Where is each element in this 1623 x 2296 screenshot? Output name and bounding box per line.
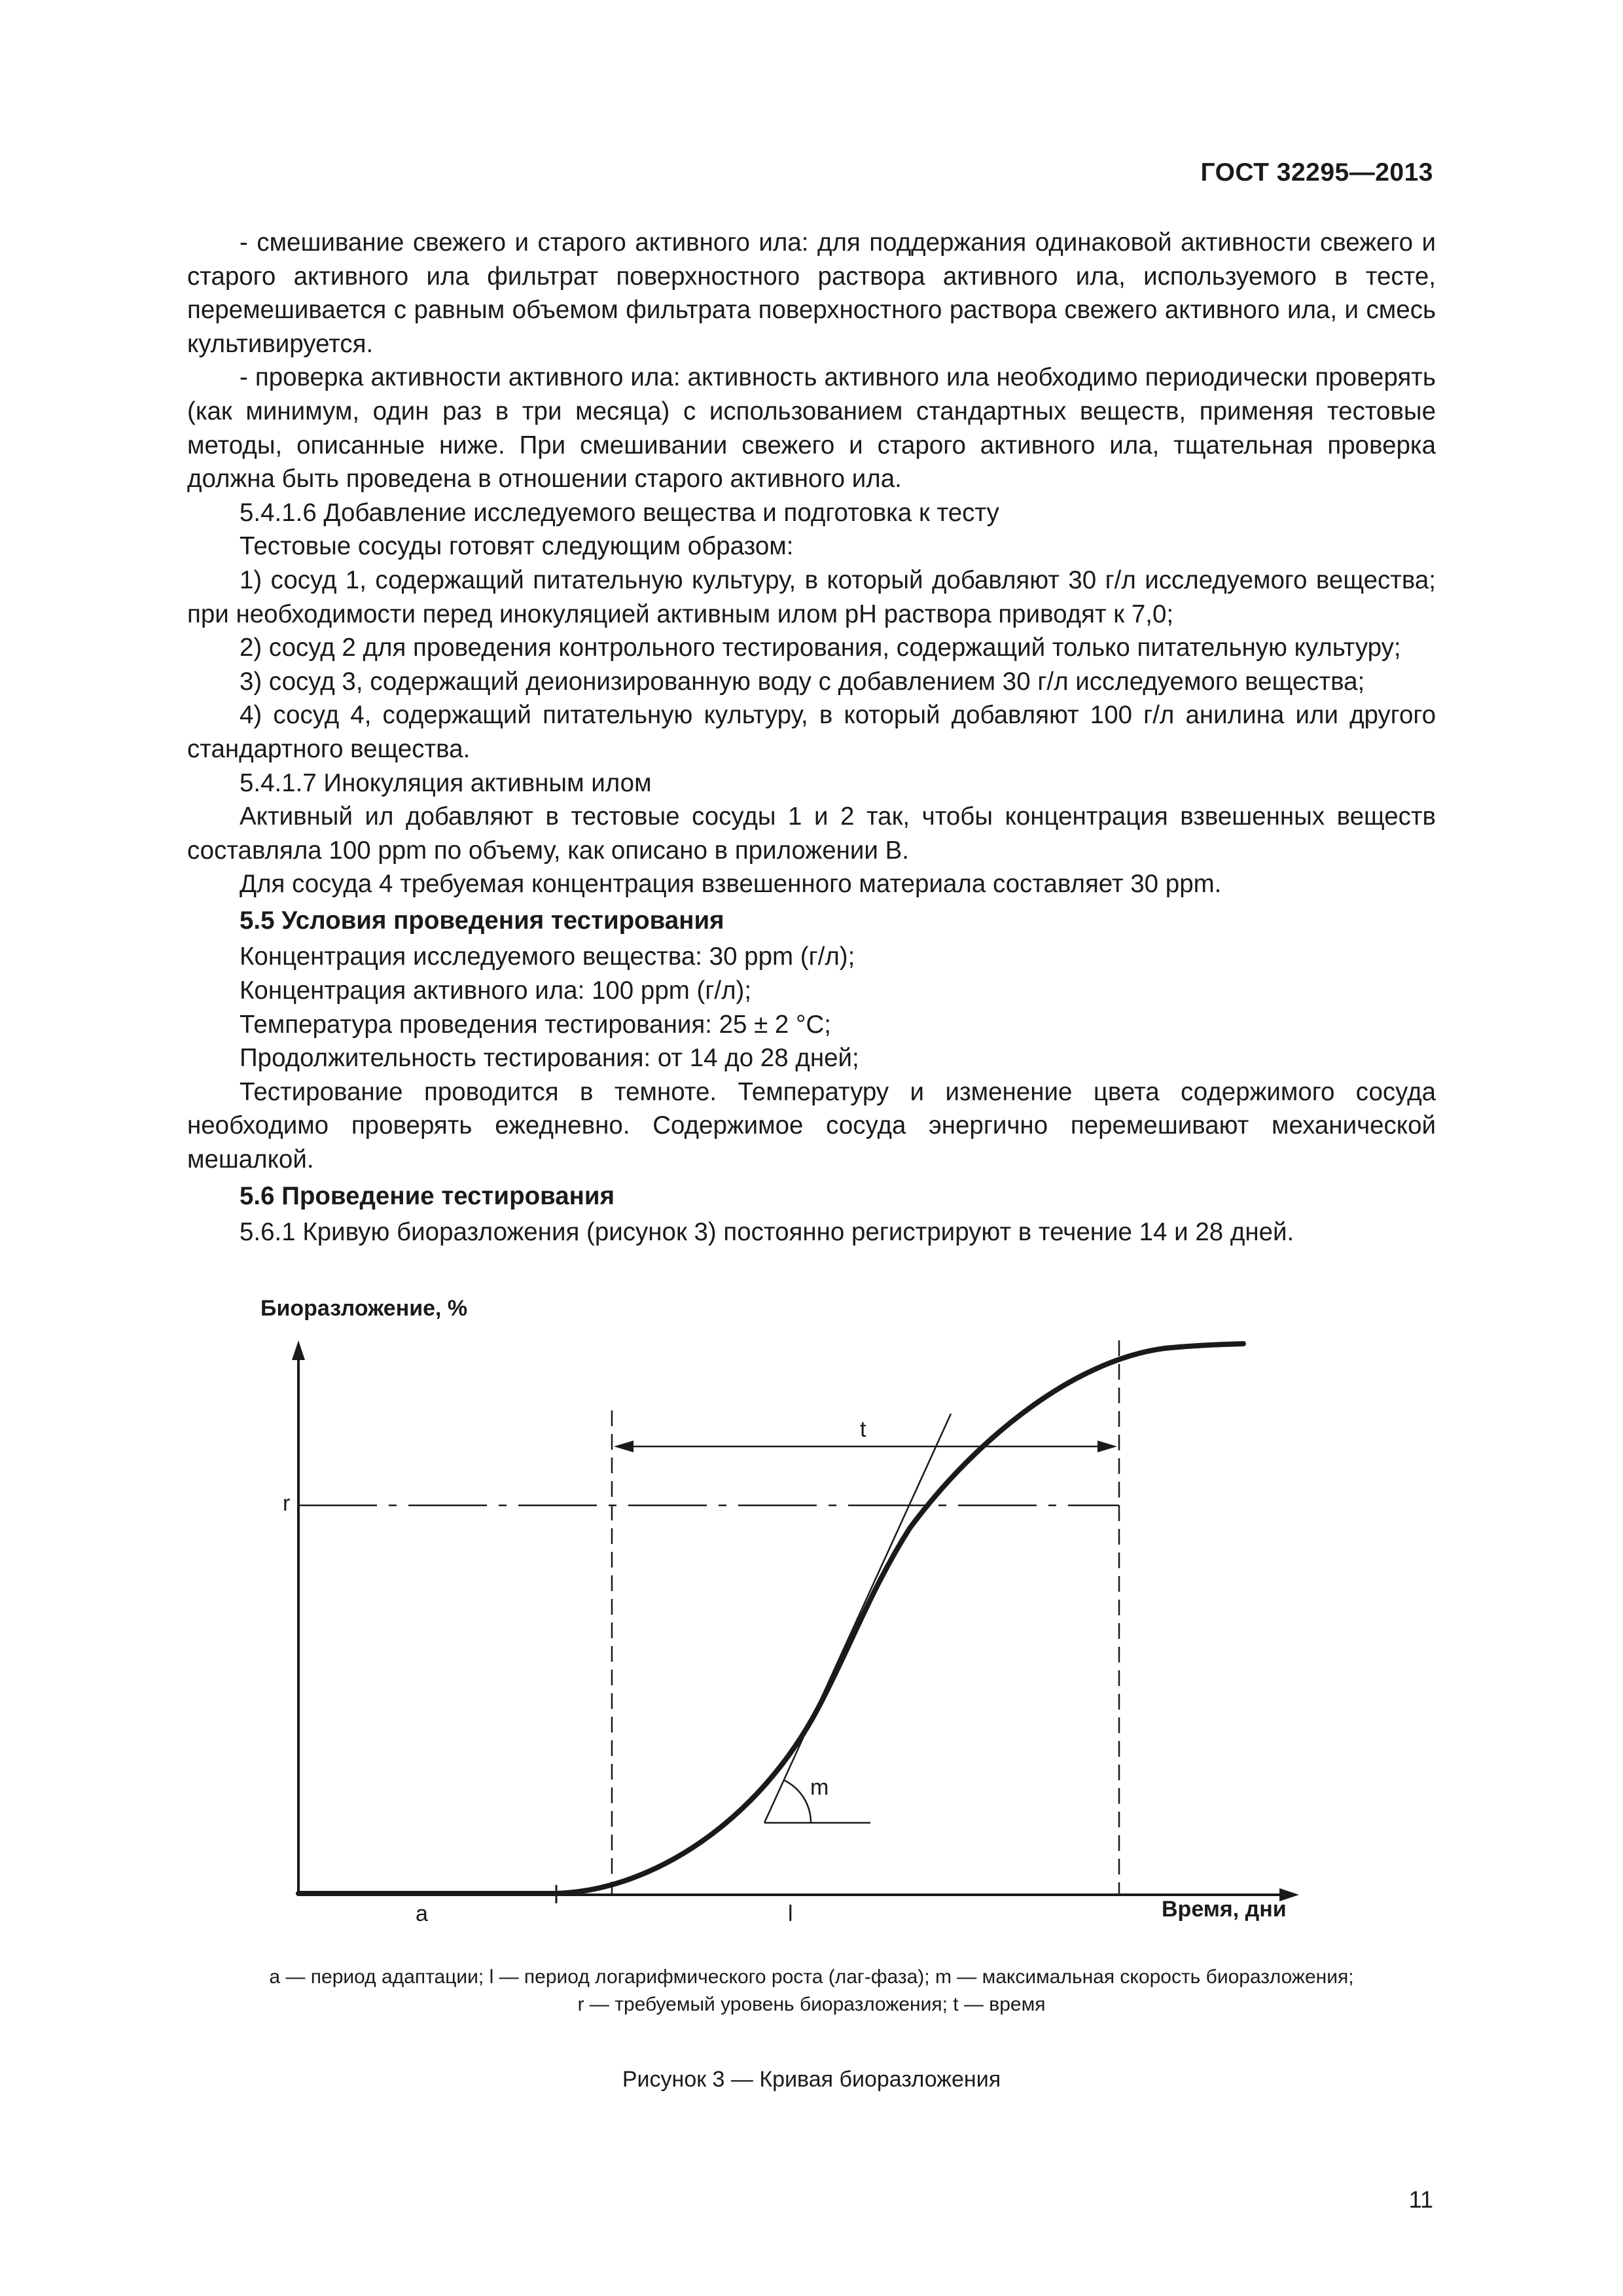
section-5-4-1-7: 5.4.1.7 Инокуляция активным илом: [240, 768, 652, 797]
r-label: r: [283, 1491, 291, 1516]
section-heading-5-6: 5.6 Проведение тестирования: [240, 1181, 615, 1210]
biodegradation-diagram: [0, 1283, 1623, 2003]
figure-caption: Рисунок 3 — Кривая биоразложения: [622, 2067, 1001, 2092]
condition-duration: Продолжительность тестирования: от 14 до 28 дней;: [240, 1044, 859, 1073]
l-label: l: [788, 1901, 793, 1926]
m-label: m: [810, 1775, 829, 1800]
time-arrow-right: [1097, 1441, 1117, 1452]
body-text: [187, 226, 1436, 1249]
paragraph-vessels-intro: Тестовые сосуды готовят следующим образом:: [240, 532, 794, 561]
angle-arc: [784, 1780, 811, 1823]
a-label: a: [416, 1901, 428, 1926]
paragraph-darkness: Тестирование проводится в темноте. Температуру и изменение цвета содержимого сосуда необходимо проверять ежедневно. Содержимое сосуда энергично перемешивают механической мешалкой.: [187, 1077, 1436, 1174]
list-item-vessel-3: 3) сосуд 3, содержащий деионизированную воду с добавлением 30 г/л исследуемого вещества;: [240, 667, 1365, 696]
legend-line-1: a — период адаптации; l — период логарифмического роста (лаг-фаза); m — максимальная скорость биоразложения;: [269, 1966, 1354, 1988]
paragraph-inoculation: Активный ил добавляют в тестовые сосуды 1 и 2 так, чтобы концентрация взвешенных веществ составляла 100 ppm по объему, как описано в приложении В.: [187, 802, 1436, 865]
document-code: ГОСТ 32295—2013: [1200, 158, 1433, 187]
tangent-line: [764, 1414, 951, 1823]
time-arrow-left: [614, 1441, 633, 1452]
list-item-vessel-1: 1) сосуд 1, содержащий питательную культуру, в который добавляют 30 г/л исследуемого вещества; при необходимости перед инокуляцией активным илом pH раствора приводят к 7,0;: [187, 565, 1436, 628]
list-item-vessel-4: 4) сосуд 4, содержащий питательную культуру, в который добавляют 100 г/л анилина или другого стандартного вещества.: [187, 701, 1436, 763]
y-axis-arrow: [292, 1340, 305, 1360]
condition-substance-concentration: Концентрация исследуемого вещества: 30 ppm (г/л);: [240, 942, 855, 971]
paragraph-activity-check: - проверка активности активного ила: активность активного ила необходимо периодически проверять (как минимум, один раз в три месяца) с использованием стандартных веществ, применяя тестовые методы, описанные ниже. При смешивании свежего и старого активного ила, тщательная проверка должна быть проведена в отношении старого активного ила.: [187, 363, 1436, 493]
condition-temperature: Температура проведения тестирования: 25 ± 2 °С;: [240, 1010, 831, 1039]
list-item-vessel-2: 2) сосуд 2 для проведения контрольного тестирования, содержащий только питательную культуру;: [240, 634, 1401, 662]
biodegradation-curve: [298, 1344, 1243, 1893]
figure-legend: [157, 1964, 1466, 2018]
legend-line-2: r — требуемый уровень биоразложения; t — время: [577, 1994, 1046, 2015]
paragraph-5-6-1: 5.6.1 Кривую биоразложения (рисунок 3) постоянно регистрируют в течение 14 и 28 дней.: [240, 1218, 1294, 1247]
y-axis-label: Биоразложение, %: [260, 1296, 468, 1321]
biodegradation-figure: [0, 1283, 1623, 2003]
page-number: 11: [1408, 2186, 1433, 2213]
paragraph-mixing: - смешивание свежего и старого активного ила: для поддержания одинаковой активности свежего и старого активного ила фильтрат поверхностного раствора активного ила, используемого в тесте, перемешивается с равным объемом фильтрата поверхностного раствора свежего активного ила, и смесь культивируется.: [187, 228, 1436, 358]
x-axis-label: Время, дни: [1162, 1897, 1287, 1922]
paragraph-vessel-4-concentration: Для сосуда 4 требуемая концентрация взвешенного материала составляет 30 ppm.: [240, 870, 1222, 899]
section-heading-5-5: 5.5 Условия проведения тестирования: [240, 906, 724, 935]
t-label: t: [860, 1417, 866, 1442]
condition-sludge-concentration: Концентрация активного ила: 100 ppm (г/л);: [240, 977, 752, 1005]
section-5-4-1-6: 5.4.1.6 Добавление исследуемого вещества и подготовка к тесту: [240, 498, 999, 527]
